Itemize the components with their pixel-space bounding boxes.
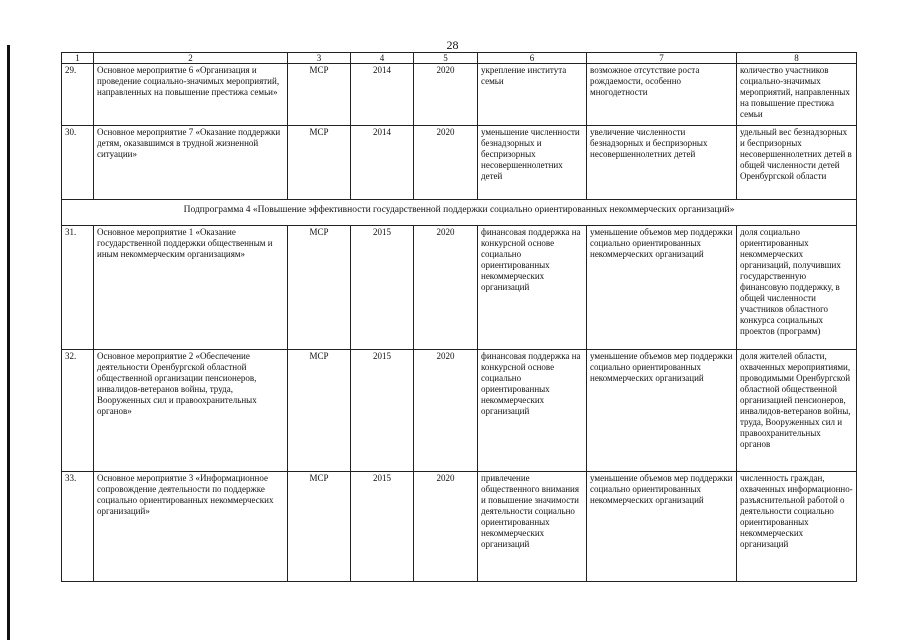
- end-year: 2020: [414, 350, 478, 472]
- event-name: Основное мероприятие 6 «Организация и проведение социально-значимых мероприятий, направленных на повышение престижа семьи»: [94, 64, 288, 126]
- page-number: 28: [446, 38, 459, 52]
- row-number: 30.: [62, 126, 94, 200]
- event-name: Основное мероприятие 3 «Информационное сопровождение деятельности по поддержке социально ориентированных некоммерческих организаций»: [94, 472, 288, 582]
- expected-result: уменьшение численности безнадзорных и беспризорных несовершеннолетних детей: [478, 126, 587, 200]
- expected-result: финансовая поддержка на конкурсной основе социально ориентированных некоммерческих организаций: [478, 350, 587, 472]
- row-number: 29.: [62, 64, 94, 126]
- start-year: 2014: [351, 126, 414, 200]
- row-number: 31.: [62, 226, 94, 350]
- risk: увеличение численности безнадзорных и беспризорных несовершеннолетних детей: [587, 126, 737, 200]
- executor: МСР: [288, 126, 351, 200]
- subprogram-row: [62, 200, 857, 226]
- header-cell: 1: [62, 53, 94, 64]
- start-year: 2014: [351, 64, 414, 126]
- indicator: доля жителей области, охваченных мероприятиями, проводимыми Оренбургской областной общественной организацией пенсионеров, инвалидов-ветеранов войны, труда, Вооруженных сил и правоохранительных органов: [737, 350, 857, 472]
- table-row: [62, 126, 857, 200]
- expected-result: привлечение общественного внимания и повышение значимости деятельности социально ориентированных некоммерческих организаций: [478, 472, 587, 582]
- start-year: 2015: [351, 350, 414, 472]
- header-cell: 3: [288, 53, 351, 64]
- header-cell: 8: [737, 53, 857, 64]
- header-cell: 5: [414, 53, 478, 64]
- table-row: [62, 472, 857, 582]
- expected-result: укрепление института семьи: [478, 64, 587, 126]
- events-table: [61, 52, 857, 582]
- indicator: количество участников социально-значимых мероприятий, направленных на повышение престижа семьи: [737, 64, 857, 126]
- start-year: 2015: [351, 472, 414, 582]
- table-header-row: [62, 53, 857, 64]
- risk: уменьшение объемов мер поддержки социально ориентированных некоммерческих организаций: [587, 350, 737, 472]
- start-year: 2015: [351, 226, 414, 350]
- risk: уменьшение объемов мер поддержки социально ориентированных некоммерческих организаций: [587, 472, 737, 582]
- executor: МСР: [288, 350, 351, 472]
- executor: МСР: [288, 472, 351, 582]
- table-row: [62, 350, 857, 472]
- table-row: [62, 64, 857, 126]
- header-cell: 2: [94, 53, 288, 64]
- row-number: 32.: [62, 350, 94, 472]
- event-name: Основное мероприятие 7 «Оказание поддержки детям, оказавшимся в трудной жизненной ситуации»: [94, 126, 288, 200]
- end-year: 2020: [414, 472, 478, 582]
- event-name: Основное мероприятие 2 «Обеспечение деятельности Оренбургской областной общественной организации пенсионеров, инвалидов-ветеранов войны, труда, Вооруженных сил и правоохранительных органов»: [94, 350, 288, 472]
- executor: МСР: [288, 226, 351, 350]
- executor: МСР: [288, 64, 351, 126]
- indicator: доля социально ориентированных некоммерческих организаций, получивших государственную финансовую поддержку, в общей численности участников областного конкурса социальных проектов (программ): [737, 226, 857, 350]
- header-cell: 4: [351, 53, 414, 64]
- risk: уменьшение объемов мер поддержки социально ориентированных некоммерческих организаций: [587, 226, 737, 350]
- table-row: [62, 226, 857, 350]
- end-year: 2020: [414, 226, 478, 350]
- expected-result: финансовая поддержка на конкурсной основе социально ориентированных некоммерческих организаций: [478, 226, 587, 350]
- row-number: 33.: [62, 472, 94, 582]
- risk: возможное отсутствие роста рождаемости, особенно многодетности: [587, 64, 737, 126]
- subprogram-title: Подпрограмма 4 «Повышение эффективности государственной поддержки социально ориентированных некоммерческих организаций»: [62, 200, 857, 226]
- end-year: 2020: [414, 64, 478, 126]
- end-year: 2020: [414, 126, 478, 200]
- indicator: численность граждан, охваченных информационно-разъяснительной работой о деятельности социально ориентированных некоммерческих организаций: [737, 472, 857, 582]
- header-cell: 7: [587, 53, 737, 64]
- event-name: Основное мероприятие 1 «Оказание государственной поддержки общественным и иным некоммерческим организациям»: [94, 226, 288, 350]
- indicator: удельный вес безнадзорных и беспризорных несовершеннолетних детей в общей численности детей Оренбургской области: [737, 126, 857, 200]
- header-cell: 6: [478, 53, 587, 64]
- page-left-edge: [7, 45, 10, 640]
